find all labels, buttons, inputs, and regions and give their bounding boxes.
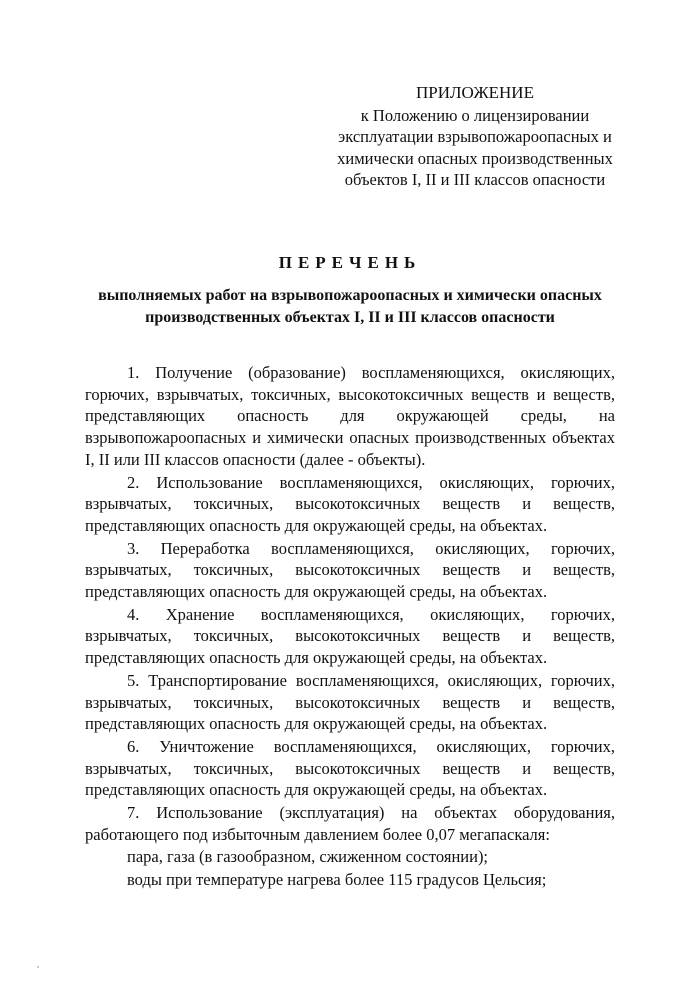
subtitle-line: производственных объектах I, II и III классов опасности xyxy=(145,309,555,326)
list-item: 3. Переработка воспламеняющихся, окисляющих, горючих, взрывчатых, токсичных, высокотоксичных веществ и веществ, представляющих опасность для окружающей среды, на объектах. xyxy=(85,538,615,602)
list-item: 4. Хранение воспламеняющихся, окисляющих, горючих, взрывчатых, токсичных, высокотоксичных веществ и веществ, представляющих опасность для окружающей среды, на объектах. xyxy=(85,604,615,668)
scan-mark xyxy=(37,966,39,968)
document-body xyxy=(85,362,615,892)
annex-line: эксплуатации взрывопожароопасных и xyxy=(338,127,612,146)
document-title: ПЕРЕЧЕНЬ xyxy=(278,253,422,272)
document-subtitle xyxy=(60,285,640,329)
list-item: 5. Транспортирование воспламеняющихся, окисляющих, горючих, взрывчатых, токсичных, высокотоксичных веществ и веществ, представляющих опасность для окружающей среды, на объектах. xyxy=(85,670,615,734)
subtitle-line: выполняемых работ на взрывопожароопасных и химически опасных xyxy=(98,287,602,304)
annex-line: к Положению о лицензировании xyxy=(360,105,590,125)
list-item: 1. Получение (образование) воспламеняющихся, окисляющих, горючих, взрывчатых, токсичных, высокотоксичных веществ и веществ, представляющих опасность для окружающей среды, на взрывопожароопасных и химически опасных производственных объектах I, II или III классов опасности (далее - объекты). xyxy=(85,363,615,469)
sub-list-item: пара, газа (в газообразном, сжиженном состоянии); xyxy=(127,847,489,867)
list-item: 6. Уничтожение воспламеняющихся, окисляющих, горючих, взрывчатых, токсичных, высокотоксичных веществ и веществ, представляющих опасность для окружающей среды, на объектах. xyxy=(85,736,615,800)
annex-block xyxy=(330,82,620,191)
annex-line: объектов I, II и III классов опасности xyxy=(344,170,606,189)
annex-title: ПРИЛОЖЕНИЕ xyxy=(416,83,534,102)
list-item: 7. Использование (эксплуатация) на объектах оборудования, работающего под избыточным давлением более 0,07 мегапаскаля: xyxy=(85,803,615,844)
list-item: 2. Использование воспламеняющихся, окисляющих, горючих, взрывчатых, токсичных, высокотоксичных веществ и веществ, представляющих опасность для окружающей среды, на объектах. xyxy=(85,472,615,535)
sub-list-item: воды при температуре нагрева более 115 градусов Цельсия; xyxy=(127,870,547,890)
annex-line: химически опасных производственных xyxy=(337,148,613,168)
